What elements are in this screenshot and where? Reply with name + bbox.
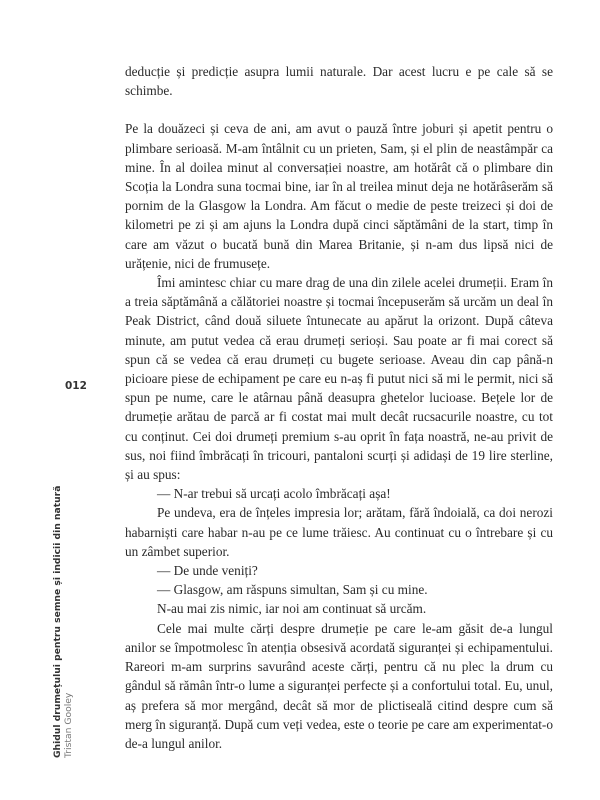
- author-name: Tristan Gooley: [63, 692, 74, 758]
- dialogue-line-2: — De unde veniți?: [157, 563, 258, 579]
- body-text: [125, 62, 553, 753]
- running-head: [52, 486, 74, 758]
- paragraph-1: deducție și predicție asupra lumii naturale. Dar acest lucru e pe cale să se schimbe.: [125, 64, 553, 99]
- paragraph-6: Cele mai multe cărți despre drumeție pe care le-am găsit de-a lungul anilor se împotmolesc în atenția obsesivă acordată siguranței și echipamentului. Rareori m-am surprins savurând aceste cărți, pentru că nu plec la drum cu gândul să rămân într-o lume a siguranței perfecte și a confortului total. Eu, unul, aș prefera să mor mergând, decât să mor de plictiseală citind despre cum să merg în siguranță. După cum veți vedea, este o teorie pe care am experimentat-o de-a lungul anilor.: [125, 620, 553, 751]
- dialogue-line-1: — N-ar trebui să urcați acolo îmbrăcați așa!: [157, 486, 391, 502]
- paragraph-5: N-au mai zis nimic, iar noi am continuat să urcăm.: [157, 601, 427, 617]
- paragraph-2: Pe la douăzeci și ceva de ani, am avut o pauză între joburi și apetit pentru o plimbare serioasă. M-am întâlnit cu un prieten, Sam, și el plin de neastâmpăr ca mine. În al doilea minut al conversației noastre, am hotărât că o plimbare din Scoția la Londra suna tocmai bine, iar în al treilea minut deja ne hotărâserăm să pornim de la Glasgow la Londra. Am făcut o medie de peste treizeci și doi de kilometri pe zi și am ajuns la Londra după cinci săptămâni de la start, timp în care am văzut o bucată bună din Marea Britanie, și n-am dus lipsă nici de urățenie, nici de frumusețe.: [125, 121, 553, 271]
- page-number: 012: [65, 380, 87, 392]
- paragraph-3: Îmi amintesc chiar cu mare drag de una din zilele acelei drumeții. Eram în a treia săptămână a călătoriei noastre și tocmai începuserăm să urcăm un deal în Peak District, când două siluete întunecate au apărut la orizont. După câteva minute, am putut vedea că erau drumeți serioși. Sau poate ar fi mai corect să spun că se vedea că erau drumeți cu bugete serioase. Aveau din cap până-n picioare piese de echipament pe care eu n-aș fi putut nici să mi le permit, nici să spun pe nume, care le atârnau până deasupra ghetelor lucioase. Bețele lor de drumeție arătau de parcă ar fi costat mai mult decât rucsacurile noastre, cu tot cu conținut. Cei doi drumeți premium s-au oprit în fața noastră, ne-au privit de sus, noi fiind îmbrăcați în tricouri, pantaloni scurți și adidași de 19 lire sterline, și au spus:: [125, 275, 553, 483]
- paragraph-4: Pe undeva, era de înțeles impresia lor; arătam, fără îndoială, ca doi nerozi habarniști care habar n-au pe ce lume trăiesc. Au continuat cu o întrebare și cu un zâmbet superior.: [125, 505, 553, 559]
- dialogue-line-3: — Glasgow, am răspuns simultan, Sam și cu mine.: [157, 582, 428, 598]
- book-title: Ghidul drumețului pentru semne și indicii din natură: [52, 485, 63, 758]
